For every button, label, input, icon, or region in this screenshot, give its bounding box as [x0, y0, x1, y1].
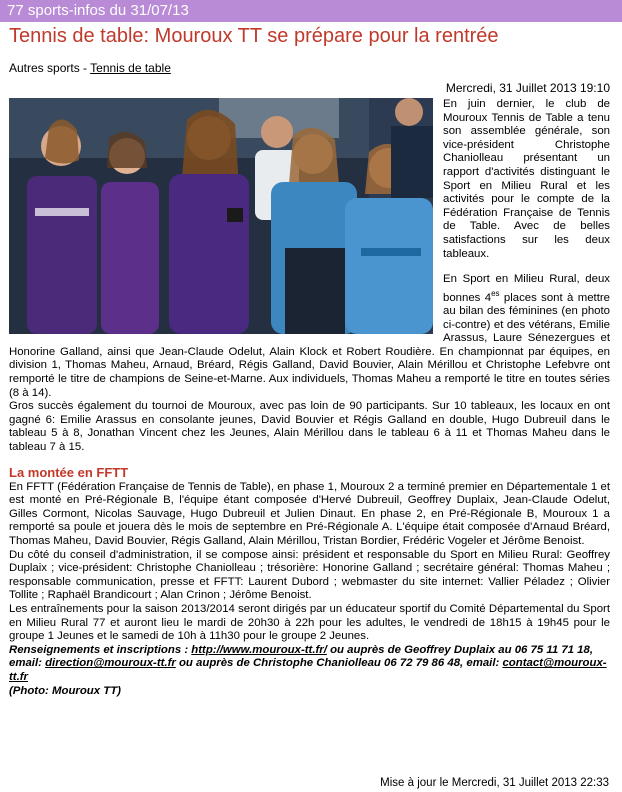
contact-mid-1: ou auprès de Geoffrey Duplaix au 06 75 11 71 18, email: [9, 643, 594, 670]
photo-credit: (Photo: Mouroux TT) [9, 684, 121, 697]
site-banner [0, 0, 622, 22]
email-link-contact[interactable]: contact@mouroux-tt.fr [9, 657, 607, 683]
banner-text: 77 sports-infos du 31/07/13 [7, 2, 189, 19]
club-website-link[interactable]: http://www.mouroux-tt.fr/ [191, 643, 327, 656]
paragraph-rural-start: En Sport en Milieu Rural, deux bonnes 4 [443, 273, 610, 304]
ordinal-superscript: es [491, 288, 500, 298]
publish-date: Mercredi, 31 Juillet 2013 19:10 [445, 81, 610, 95]
photo-float-spacer [9, 98, 437, 336]
paragraph-board: Du côté du conseil d'administration, il se compose ainsi: président et responsable du Sport en Milieu Rural: Geoffrey Duplaix ; vice-président: Christophe Chaniolleau ; trésorière: Honorine Galland ; secrétaire général: Thomas Maheu ; responsable communication, presse et FFTT: Laurent Dubord ; webmaster du site internet: Vallier Péladez ; Olivier Tollite ; Raphaël Brandicourt ; Alan Crinon ; Jérôme Benoist. [9, 548, 610, 602]
paragraph-fftt: En FFTT (Fédération Française de Tennis de Table), en phase 1, Mouroux 2 a terminé premier en Départementale 1 et est monté en Pré-Régionale B, l'équipe étant composée d'Hervé Dubreuil, Geoffrey Duplaix, Jean-Claude Odelut, Gilles Cormont, Nicolas Sauvage, Hugo Dubreuil et Julien Dinaut. En phase 2, en Pré-Régionale B, Mouroux 1 a remporté sa poule et jouera dès le mois de septembre en Pré-Régionale A. L'équipe était composée d'Arnaud Bréard, Thomas Maheu, David Bouvier, Régis Galland, Alain Mérillou, Tristan Bordier, Frédéric Vogeler et Jérôme Benoist. [9, 480, 610, 548]
breadcrumb [9, 61, 171, 75]
breadcrumb-link-tennis-de-table[interactable]: Tennis de table [90, 61, 171, 75]
paragraph-intro: En juin dernier, le club de Mouroux Tennis de Table a tenu son assemblée générale, son vice-président Christophe Chaniolleau présentant un rapport d'activités distinguant le Sport en Milieu Rural et les activités pour le compte de la Fédération Française de Tennis de Table. Avec de belles satisfactions sur les deux tableaux. [443, 98, 610, 260]
breadcrumb-section: Autres sports - [9, 61, 91, 75]
contact-mid-2: ou auprès de Christophe Chaniolleau 06 72 79 86 48, email: [175, 657, 503, 670]
paragraph-rural-rest: places sont à mettre au bilan des féminines (en photo ci-contre) et des vétérans, Emilie Arassus, Laure Sénezergues et Honorine Galland, ainsi que Jean-Claude Odelut, Alain Klock et Robert Roudière. En championnat par équipes, en division 1, Thomas Maheu, Arnaud, Bréard, Régis Galland, David Bouvier, Alain Mérillou et Christophe Lefebvre ont remporté le titre de champions de Seine-et-Marne. Aux individuels, Thomas Maheu a remporté le titre en toutes séries (8 à 14). [9, 291, 610, 399]
paragraph-training: Les entraînements pour la saison 2013/2014 seront dirigés par un éducateur sportif du Comité Départemental du Sport en Milieu Rural 77 et auront lieu le mardi de 20h30 à 22h pour les adultes, le vendredi de 18h15 à 19h45 pour le groupe 1 Jeunes et le samedi de 10h à 11h30 pour le groupe 2 Jeunes. [9, 602, 610, 643]
email-link-direction[interactable]: direction@mouroux-tt.fr [45, 657, 176, 670]
article-body [9, 98, 610, 698]
subheading-fftt: La montée en FFTT [9, 464, 129, 480]
article-title: Tennis de table: Mouroux TT se prépare pour la rentrée [9, 25, 499, 47]
contact-info [9, 644, 610, 685]
paragraph-tournament: Gros succès également du tournoi de Mouroux, avec pas loin de 90 participants. Sur 10 tableaux, les locaux en ont gagné 6: Emilie Arassus en consolante jeunes, David Bouvier et Régis Galland en double, Hugo Dubreuil dans le tableau 5 à 8, Jonathan Vincent chez les Jeunes, Alain Mérillou dans le tableau 6 à 11 et Thomas Maheu dans le tableau 7 à 15. [9, 400, 610, 454]
contact-lead: Renseignements et inscriptions : [9, 643, 192, 656]
updated-timestamp: Mise à jour le Mercredi, 31 Juillet 2013 22:33 [380, 777, 609, 789]
